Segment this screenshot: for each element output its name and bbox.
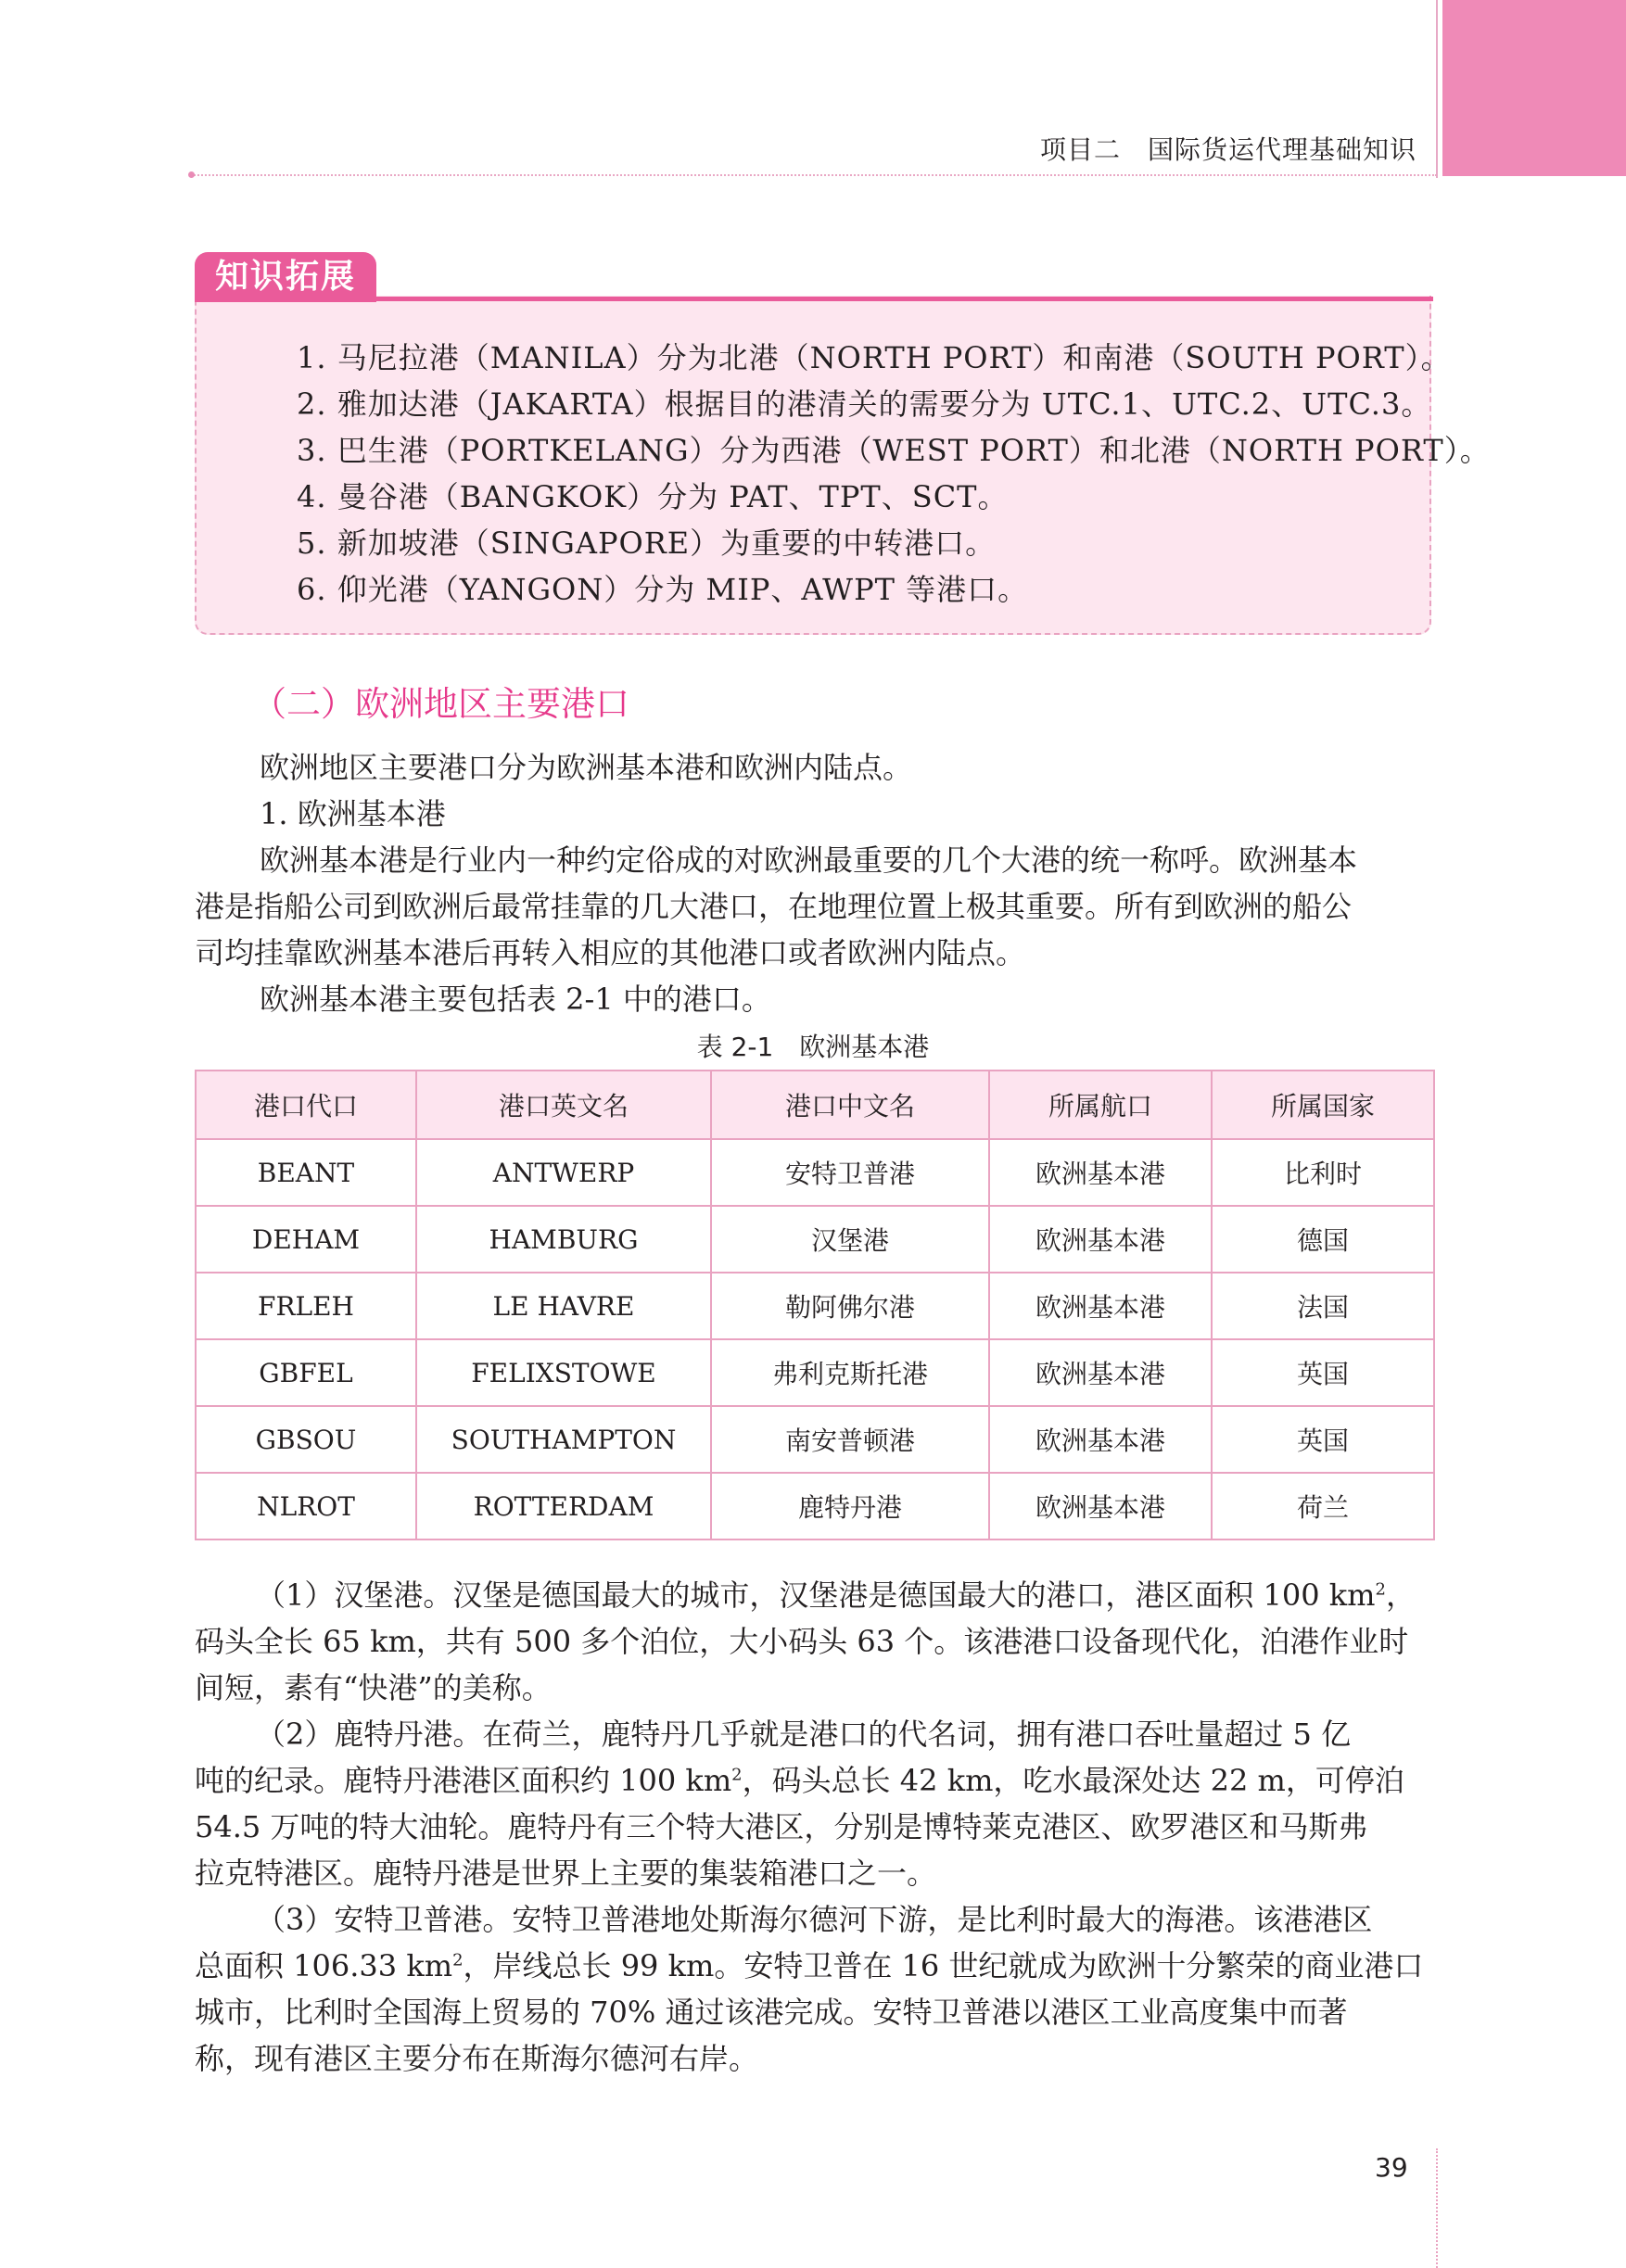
port-code: FRLEH xyxy=(196,1273,416,1339)
ports-table xyxy=(195,1070,1435,1540)
margin-rule xyxy=(1436,0,1438,178)
port-english-name: FELIXSTOWE xyxy=(416,1339,711,1406)
port-route: 欧洲基本港 xyxy=(989,1206,1212,1273)
paragraph-line: 称，现有港区主要分布在斯海尔德河右岸。 xyxy=(195,2041,759,2076)
paragraph-line xyxy=(195,1943,1423,1989)
knowledge-tab-rule xyxy=(195,297,1433,301)
paragraph-line: 城市，比利时全国海上贸易的 70% 通过该港完成。安特卫普港以港区工业高度集中而著 xyxy=(195,1995,1348,2030)
port-country: 英国 xyxy=(1212,1339,1434,1406)
port-english-name: HAMBURG xyxy=(416,1206,711,1273)
superscript: 2 xyxy=(731,1765,743,1785)
paragraph-text: ， xyxy=(1385,1577,1416,1613)
knowledge-item: 5. 新加坡港（SINGAPORE）为重要的中转港口。 xyxy=(297,526,997,561)
port-country: 英国 xyxy=(1212,1406,1434,1473)
column-header: 所属国家 xyxy=(1212,1071,1434,1139)
knowledge-tab: 知识拓展 xyxy=(195,252,376,302)
table-row xyxy=(196,1473,1434,1539)
port-english-name: ANTWERP xyxy=(416,1139,711,1206)
section-title: （二）欧洲地区主要港口 xyxy=(252,684,629,724)
knowledge-item: 1. 马尼拉港（MANILA）分为北港（NORTH PORT）和南港（SOUTH PORT）。 xyxy=(297,340,1452,375)
port-country: 荷兰 xyxy=(1212,1473,1434,1539)
paragraph-line: 司均挂靠欧洲基本港后再转入相应的其他港口或者欧洲内陆点。 xyxy=(195,935,1026,970)
superscript: 2 xyxy=(1375,1579,1386,1600)
port-code: NLROT xyxy=(196,1473,416,1539)
table-header-row xyxy=(196,1071,1434,1139)
port-chinese-name: 鹿特丹港 xyxy=(711,1473,989,1539)
column-header: 港口英文名 xyxy=(416,1071,711,1139)
paragraph-text: （1）汉堡港。汉堡是德国最大的城市，汉堡港是德国最大的港口，港区面积 100 km xyxy=(256,1577,1376,1613)
port-chinese-name: 安特卫普港 xyxy=(711,1139,989,1206)
port-route: 欧洲基本港 xyxy=(989,1339,1212,1406)
port-chinese-name: 汉堡港 xyxy=(711,1206,989,1273)
header-rule-dot xyxy=(188,171,195,178)
margin-rule xyxy=(1436,2148,1438,2268)
column-header: 港口代口 xyxy=(196,1071,416,1139)
port-chinese-name: 弗利克斯托港 xyxy=(711,1339,989,1406)
paragraph-line: 码头全长 65 km，共有 500 多个泊位，大小码头 63 个。该港港口设备现代化，泊港作业时 xyxy=(195,1624,1409,1659)
paragraph-line: 欧洲地区主要港口分为欧洲基本港和欧洲内陆点。 xyxy=(260,750,913,785)
port-route: 欧洲基本港 xyxy=(989,1273,1212,1339)
paragraph-line xyxy=(256,1572,1416,1618)
port-code: BEANT xyxy=(196,1139,416,1206)
port-english-name: SOUTHAMPTON xyxy=(416,1406,711,1473)
knowledge-item: 6. 仰光港（YANGON）分为 MIP、AWPT 等港口。 xyxy=(297,572,1029,607)
paragraph-text: 总面积 106.33 km xyxy=(195,1948,453,1983)
superscript: 2 xyxy=(452,1950,464,1970)
port-code: GBFEL xyxy=(196,1339,416,1406)
port-country: 德国 xyxy=(1212,1206,1434,1273)
table-caption: 表 2-1 欧洲基本港 xyxy=(696,1032,930,1062)
port-english-name: LE HAVRE xyxy=(416,1273,711,1339)
paragraph-line: 拉克特港区。鹿特丹港是世界上主要的集装箱港口之一。 xyxy=(195,1856,937,1891)
paragraph-text: 吨的纪录。鹿特丹港港区面积约 100 km xyxy=(195,1763,732,1798)
knowledge-item: 2. 雅加达港（JAKARTA）根据目的港清关的需要分为 UTC.1、UTC.2、UTC.3。 xyxy=(297,386,1432,422)
subheading: 1. 欧洲基本港 xyxy=(260,796,446,831)
port-english-name: ROTTERDAM xyxy=(416,1473,711,1539)
table-row xyxy=(196,1273,1434,1339)
column-header: 所属航口 xyxy=(989,1071,1212,1139)
paragraph-line: （3）安特卫普港。安特卫普港地处斯海尔德河下游，是比利时最大的海港。该港港区 xyxy=(256,1902,1373,1937)
table-row xyxy=(196,1206,1434,1273)
port-code: DEHAM xyxy=(196,1206,416,1273)
paragraph-line: 54.5 万吨的特大油轮。鹿特丹有三个特大港区，分别是博特莱克港区、欧罗港区和马斯弗 xyxy=(195,1809,1368,1844)
paragraph-line: 港是指船公司到欧洲后最常挂靠的几大港口，在地理位置上极其重要。所有到欧洲的船公 xyxy=(195,889,1353,924)
paragraph-line: 间短，素有“快港”的美称。 xyxy=(195,1670,552,1705)
paragraph-line: （2）鹿特丹港。在荷兰，鹿特丹几乎就是港口的代名词，拥有港口吞吐量超过 5 亿 xyxy=(256,1717,1352,1752)
port-chinese-name: 勒阿佛尔港 xyxy=(711,1273,989,1339)
column-header: 港口中文名 xyxy=(711,1071,989,1139)
table-row xyxy=(196,1339,1434,1406)
page-number: 39 xyxy=(1375,2152,1408,2183)
paragraph-line xyxy=(195,1757,1404,1804)
table-row xyxy=(196,1406,1434,1473)
paragraph-text: ，码头总长 42 km，吃水最深处达 22 m，可停泊 xyxy=(742,1763,1404,1798)
paragraph-line: 欧洲基本港主要包括表 2-1 中的港口。 xyxy=(260,982,771,1017)
knowledge-item: 3. 巴生港（PORTKELANG）分为西港（WEST PORT）和北港（NORTH PORT）。 xyxy=(297,433,1491,468)
port-code: GBSOU xyxy=(196,1406,416,1473)
knowledge-item: 4. 曼谷港（BANGKOK）分为 PAT、TPT、SCT。 xyxy=(297,479,1009,514)
corner-color-block xyxy=(1442,0,1626,176)
paragraph-line: 欧洲基本港是行业内一种约定俗成的对欧洲最重要的几个大港的统一称呼。欧洲基本 xyxy=(260,843,1358,878)
running-header: 项目二 国际货运代理基础知识 xyxy=(1039,134,1416,165)
header-rule xyxy=(191,174,1437,176)
port-route: 欧洲基本港 xyxy=(989,1139,1212,1206)
port-country: 比利时 xyxy=(1212,1139,1434,1206)
port-country: 法国 xyxy=(1212,1273,1434,1339)
table-row xyxy=(196,1139,1434,1206)
port-route: 欧洲基本港 xyxy=(989,1406,1212,1473)
port-chinese-name: 南安普顿港 xyxy=(711,1406,989,1473)
port-route: 欧洲基本港 xyxy=(989,1473,1212,1539)
paragraph-text: ，岸线总长 99 km。安特卫普在 16 世纪就成为欧洲十分繁荣的商业港口 xyxy=(463,1948,1424,1983)
